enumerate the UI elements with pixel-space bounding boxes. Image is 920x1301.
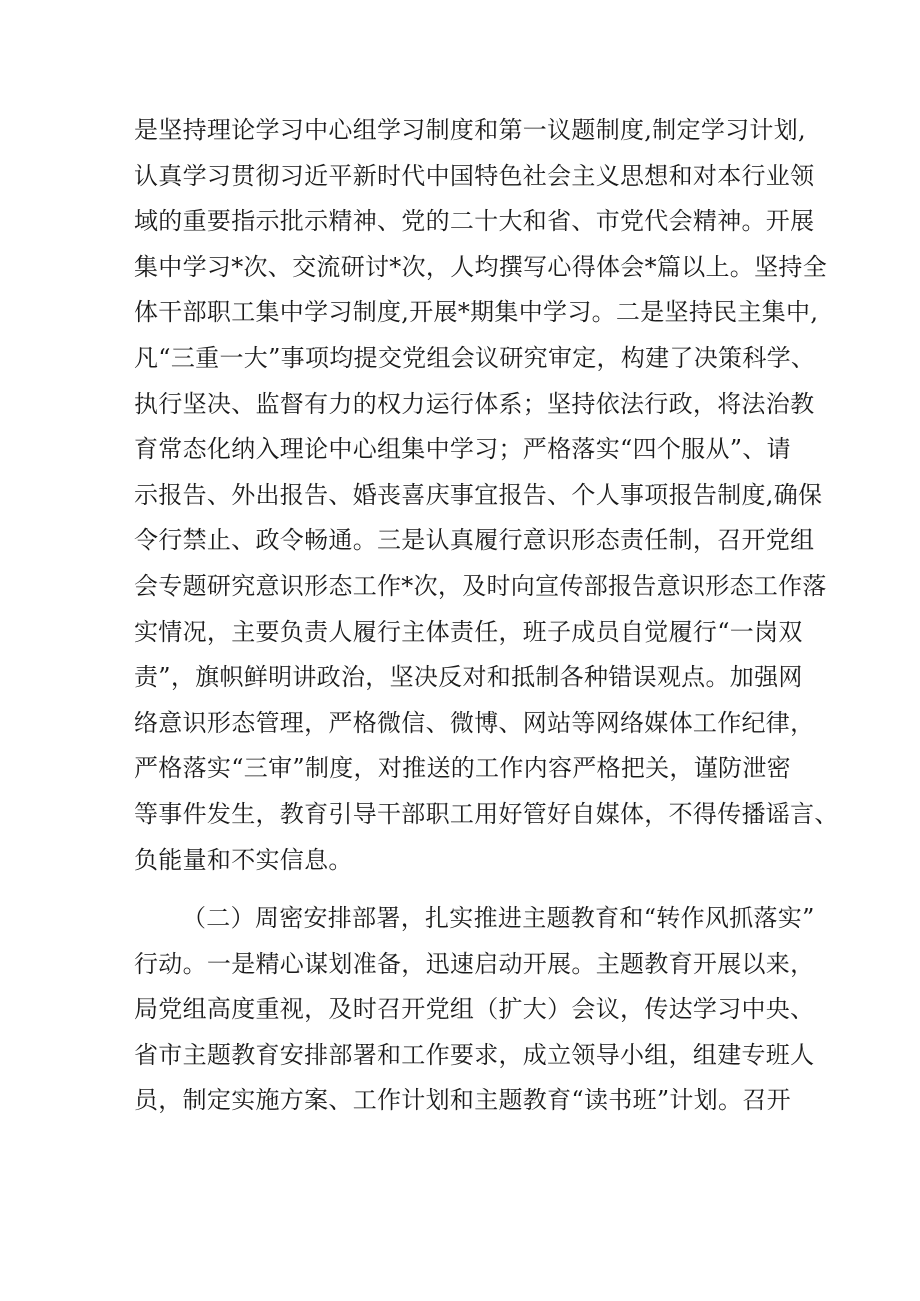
text-line: 育常态化纳入理论中心组集中学习；严格落实“四个服从”、请: [134, 435, 791, 464]
paragraph-spacer: [134, 883, 814, 896]
document-body: [134, 108, 839, 1124]
text-line: 凡“三重一大”事项均提交党组会议研究审定，构建了决策科学、: [134, 343, 816, 372]
text-line: 行动。一是精心谋划准备，迅速启动开展。主题教育开展以来，: [134, 949, 815, 978]
text-line: 等事件发生，教育引导干部职工用好管好自媒体，不得传播谣言、: [134, 799, 839, 828]
text-line: 省市主题教育安排部署和工作要求，成立领导小组，组建专班人: [134, 1040, 815, 1069]
paragraph-1: [134, 108, 839, 883]
text-line: 示报告、外出报告、婚丧喜庆事宜报告、个人事项报告制度,确保: [134, 480, 823, 509]
text-line: 域的重要指示批示精神、党的二十大和省、市党代会精神。开展: [134, 207, 815, 236]
text-line: 严格落实“三审”制度，对推送的工作内容严格把关，谨防泄密: [134, 754, 791, 783]
text-line: 负能量和不实信息。: [134, 845, 353, 874]
text-line: 是坚持理论学习中心组学习制度和第一议题制度,制定学习计划,: [134, 116, 806, 144]
text-line: 络意识形态管理，严格微信、微博、网站等网络媒体工作纪律，: [134, 708, 815, 737]
text-line: 实情况，主要负责人履行主体责任，班子成员自觉履行“一岗双: [134, 617, 803, 646]
text-line: 局党组高度重视，及时召开党组（扩大）会议，传达学习中央、: [134, 995, 815, 1024]
text-line: 认真学习贯彻习近平新时代中国特色社会主义思想和对本行业领: [134, 161, 815, 190]
text-line: 执行坚决、监督有力的权力运行体系；坚持依法行政，将法治教: [134, 389, 815, 418]
paragraph-2: [134, 896, 814, 1124]
text-line: 体干部职工集中学习制度,开展*期集中学习。二是坚持民主集中,: [134, 298, 819, 327]
text-line: 令行禁止、政令畅通。三是认真履行意识形态责任制，召开党组: [134, 526, 815, 555]
text-line: 员，制定实施方案、工作计划和主题教育“读书班”计划。召开: [134, 1086, 791, 1115]
text-line: 会专题研究意识形态工作*次，及时向宣传部报告意识形态工作落: [134, 571, 827, 600]
text-line-indented: （二）周密安排部署，扎实推进主题教育和“转作风抓落实”: [182, 904, 815, 933]
text-line: 责”，旗帜鲜明讲政治，坚决反对和抵制各种错误观点。加强网: [134, 663, 803, 692]
text-line: 集中学习*次、交流研讨*次，人均撰写心得体会*篇以上。坚持全: [134, 252, 827, 281]
